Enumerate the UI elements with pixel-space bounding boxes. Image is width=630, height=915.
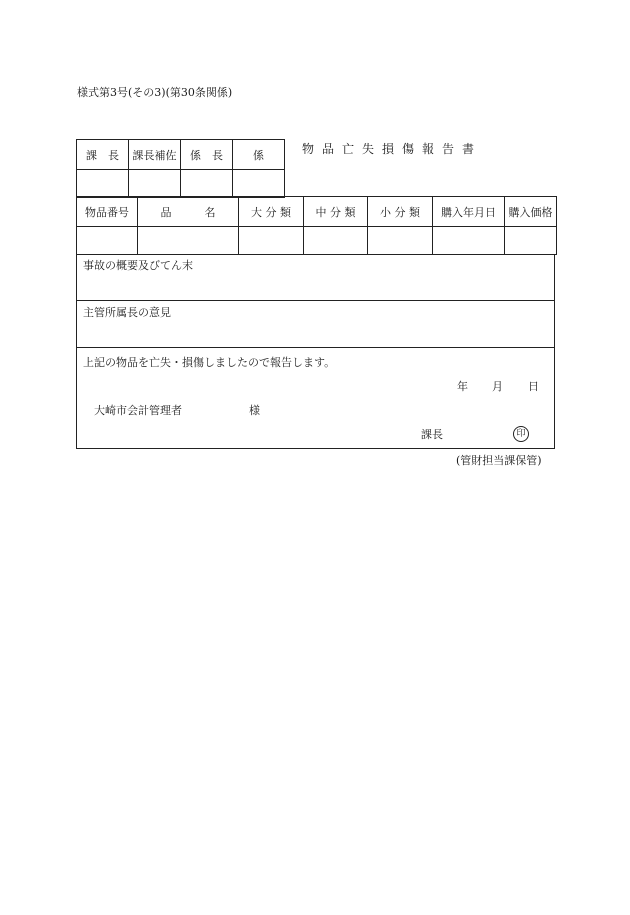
item-middle-category-field[interactable] (304, 227, 368, 255)
item-purchase-date-field[interactable] (433, 227, 505, 255)
item-header-middle-category: 中 分 類 (304, 197, 368, 227)
seal-icon: 印 (513, 426, 529, 442)
approval-header-subsection-chief: 係 長 (181, 140, 233, 170)
date-year-label: 年 (457, 380, 468, 393)
document-title: 物品亡失損傷報告書 (302, 142, 483, 156)
accident-summary-label: 事故の概要及びてん末 (83, 259, 193, 272)
approval-stamp-cell[interactable] (129, 170, 181, 198)
approval-stamp-cell[interactable] (181, 170, 233, 198)
item-header-purchase-date: 購入年月日 (433, 197, 505, 227)
date-month-label: 月 (492, 380, 503, 393)
approval-header-staff: 係 (233, 140, 285, 170)
approval-stamp-cell[interactable] (233, 170, 285, 198)
item-header-name: 品 名 (138, 197, 239, 227)
item-header-major-category: 大 分 類 (239, 197, 304, 227)
report-statement-section (76, 348, 555, 449)
supervisor-opinion-label: 主管所属長の意見 (83, 306, 171, 319)
item-number-field[interactable] (77, 227, 138, 255)
date-day-label: 日 (528, 380, 539, 393)
storage-note: (管財担当課保管) (456, 454, 542, 467)
report-statement-text: 上記の物品を亡失・損傷しましたので報告します。 (83, 356, 336, 369)
form-number-label: 様式第3号(その3)(第30条関係) (77, 86, 233, 99)
item-header-number: 物品番号 (77, 197, 138, 227)
item-major-category-field[interactable] (239, 227, 304, 255)
supervisor-opinion-section[interactable] (76, 301, 555, 348)
item-purchase-price-field[interactable] (505, 227, 557, 255)
approval-header-section-chief: 課 長 (77, 140, 129, 170)
addressee-text: 大崎市会計管理者 (94, 404, 182, 417)
item-header-purchase-price: 購入価格 (505, 197, 557, 227)
accident-summary-section[interactable] (76, 254, 555, 301)
item-header-minor-category: 小 分 類 (368, 197, 433, 227)
item-minor-category-field[interactable] (368, 227, 433, 255)
approval-stamp-cell[interactable] (77, 170, 129, 198)
honorific-text: 様 (249, 404, 260, 417)
approval-stamp-table (76, 139, 285, 198)
signer-title-text: 課長 (421, 428, 443, 441)
approval-header-deputy-chief: 課長補佐 (129, 140, 181, 170)
item-details-table (76, 196, 557, 255)
item-name-field[interactable] (138, 227, 239, 255)
